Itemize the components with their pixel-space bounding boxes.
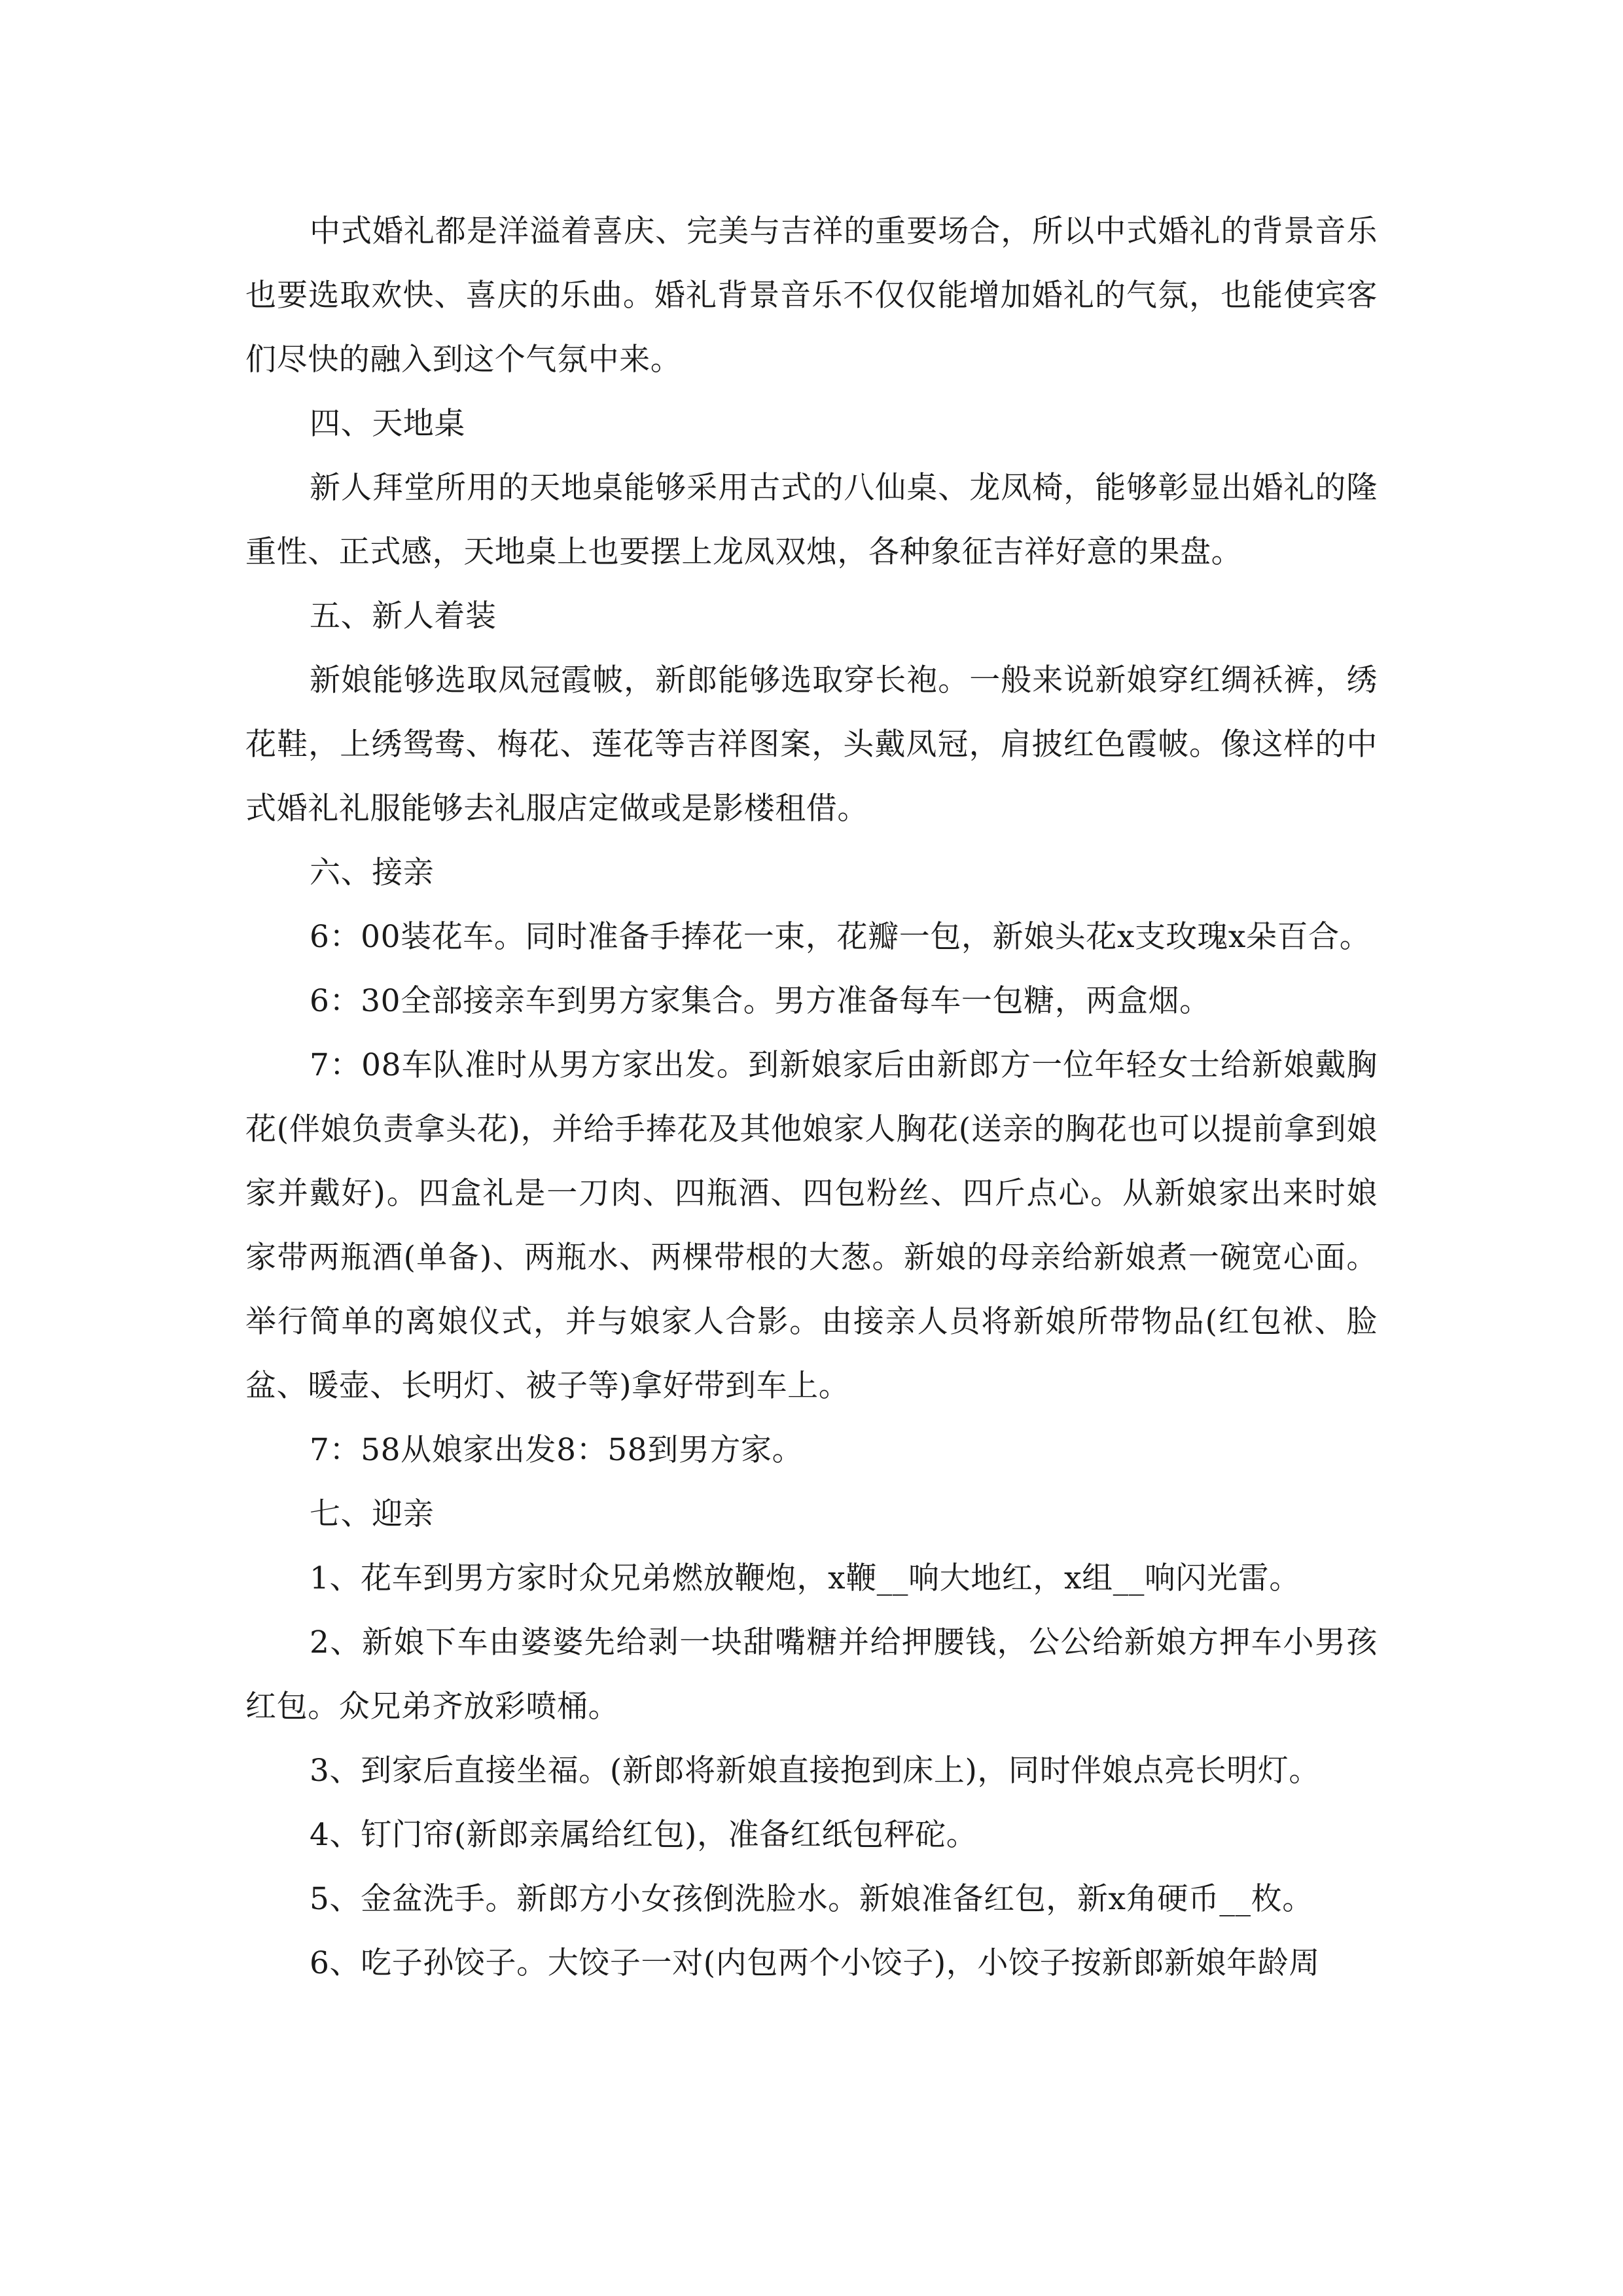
list-item-1: 1、花车到男方家时众兄弟燃放鞭炮，x鞭__响大地红，x组__响闪光雷。	[310, 1560, 1300, 1596]
list-item-2: 2、新娘下车由婆婆先给剥一块甜嘴糖并给押腰钱，公公给新娘方押车小男孩红包。众兄弟齐放彩喷桶。	[245, 1624, 1378, 1725]
paragraph-heaven-earth-table: 新人拜堂所用的天地桌能够采用古式的八仙桌、龙凤椅，能够彰显出婚礼的隆重性、正式感，天地桌上也要摆上龙凤双烛，各种象征吉祥好意的果盘。	[245, 470, 1378, 570]
list-item-4: 4、钉门帘(新郎亲属给红包)，准备红纸包秤砣。	[310, 1817, 978, 1853]
heading-newlywed-attire: 五、新人着装	[310, 598, 497, 634]
paragraph-time-0630: 6：30全部接亲车到男方家集合。男方准备每车一包糖，两盒烟。	[310, 983, 1211, 1019]
document-body	[245, 200, 1378, 1996]
list-item-6: 6、吃子孙饺子。大饺子一对(内包两个小饺子)，小饺子按新郎新娘年龄周	[310, 1945, 1320, 1981]
paragraph-time-0758: 7：58从娘家出发8：58到男方家。	[310, 1432, 804, 1468]
paragraph-background-music: 中式婚礼都是洋溢着喜庆、完美与吉祥的重要场合，所以中式婚礼的背景音乐也要选取欢快、喜庆的乐曲。婚礼背景音乐不仅仅能增加婚礼的气氛，也能使宾客们尽快的融入到这个气氛中来。	[245, 213, 1378, 378]
paragraph-time-0600: 6：00装花车。同时准备手捧花一束，花瓣一包，新娘头花x支玫瑰x朵百合。	[310, 919, 1371, 955]
heading-welcoming-bride: 七、迎亲	[310, 1496, 435, 1532]
paragraph-newlywed-attire: 新娘能够选取凤冠霞帔，新郎能够选取穿长袍。一般来说新娘穿红绸袄裤，绣花鞋，上绣鸳鸯、梅花、莲花等吉祥图案，头戴凤冠，肩披红色霞帔。像这样的中式婚礼礼服能够去礼服店定做或是影楼租借。	[245, 662, 1378, 827]
paragraph-time-0708: 7：08车队准时从男方家出发。到新娘家后由新郎方一位年轻女士给新娘戴胸花(伴娘负责拿头花)，并给手捧花及其他娘家人胸花(送亲的胸花也可以提前拿到娘家并戴好)。四盒礼是一刀肉、四瓶酒、四包粉丝、四斤点心。从新娘家出来时娘家带两瓶酒(单备)、两瓶水、两棵带根的大葱。新娘的母亲给新娘煮一碗宽心面。举行简单的离娘仪式，并与娘家人合影。由接亲人员将新娘所带物品(红包袱、脸盆、暖壶、长明灯、被子等)拿好带到车上。	[245, 1047, 1378, 1404]
list-item-3: 3、到家后直接坐福。(新郎将新娘直接抱到床上)，同时伴娘点亮长明灯。	[310, 1753, 1320, 1789]
list-item-5: 5、金盆洗手。新郎方小女孩倒洗脸水。新娘准备红包，新x角硬币__枚。	[310, 1881, 1313, 1917]
heading-picking-up-bride: 六、接亲	[310, 855, 435, 891]
heading-heaven-earth-table: 四、天地桌	[310, 406, 465, 442]
